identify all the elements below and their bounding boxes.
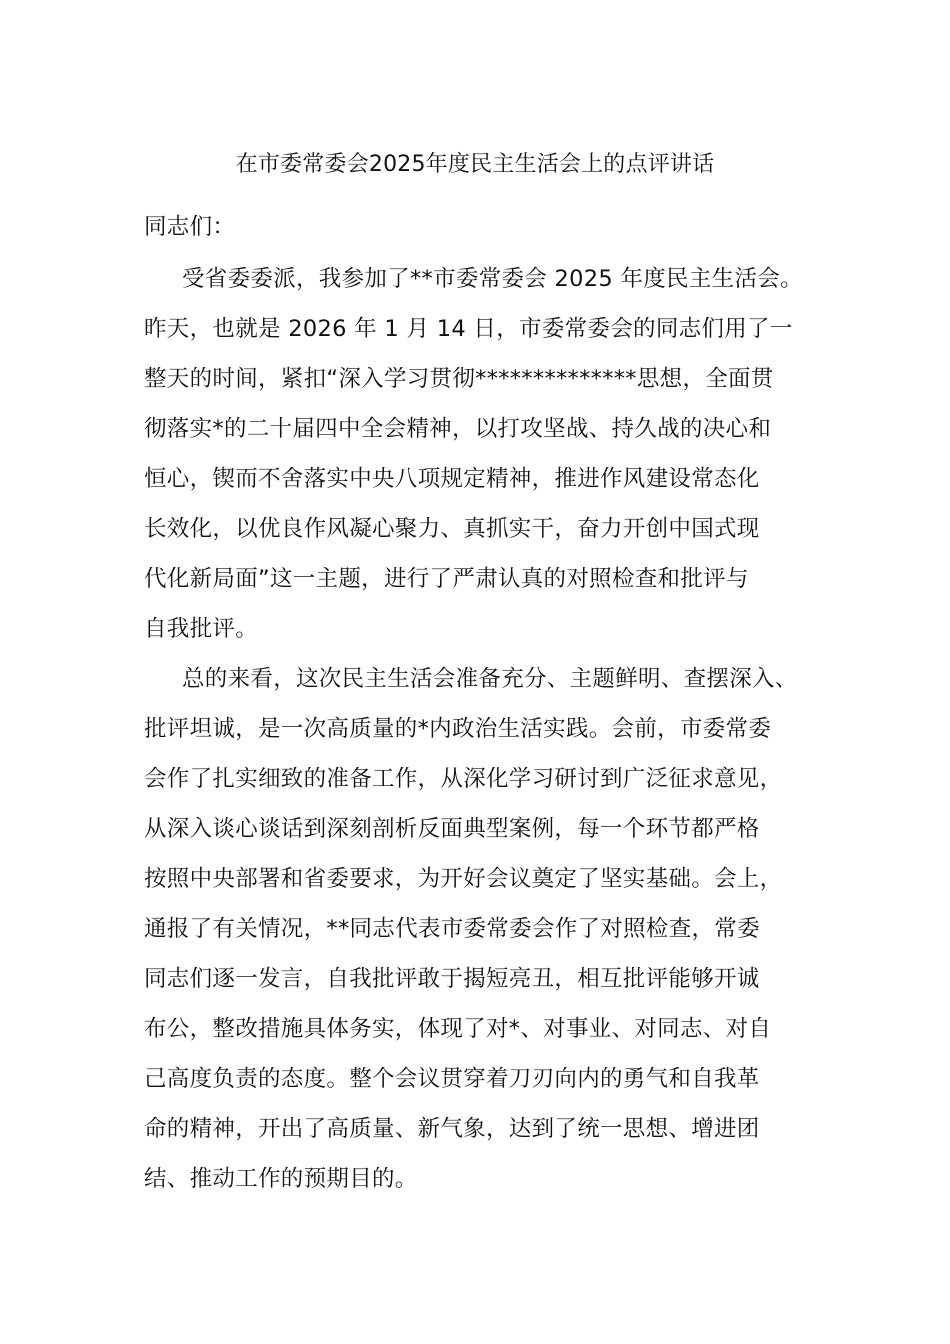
paragraph-2-line-7: 同志们逐一发言，自我批评敢于揭短亮丑，相互批评能够开诚 <box>144 966 760 992</box>
paragraph-2-line-4: 从深入谈心谈话到深刻剖析反面典型案例，每一个环节都严格 <box>144 816 760 842</box>
document-title: 在市委常委会2025年度民主生活会上的点评讲话 <box>235 152 715 177</box>
paragraph-2-line-1: 总的来看，这次民主生活会准备充分、主题鲜明、查摆深入、 <box>182 666 798 692</box>
paragraph-1-line-8: 自我批评。 <box>144 616 259 642</box>
paragraph-1-line-1: 受省委委派，我参加了**市委常委会 2025 年度民主生活会。 <box>182 266 803 292</box>
paragraph-2-line-8: 布公，整改措施具体务实，体现了对*、对事业、对同志、对自 <box>144 1016 772 1042</box>
salutation: 同志们： <box>144 214 236 240</box>
paragraph-2-line-11: 结、推动工作的预期目的。 <box>144 1166 418 1192</box>
paragraph-2-line-6: 通报了有关情况，**同志代表市委常委会作了对照检查，常委 <box>144 916 760 942</box>
paragraph-1-line-5: 恒心，锲而不舍落实中央八项规定精神，推进作风建设常态化 <box>144 466 760 492</box>
paragraph-2-line-9: 己高度负责的态度。整个会议贯穿着刀刃向内的勇气和自我革 <box>144 1066 760 1092</box>
paragraph-1-line-7: 代化新局面”这一主题，进行了严肃认真的对照检查和批评与 <box>144 566 749 592</box>
paragraph-1-line-2: 昨天，也就是 2026 年 1 月 14 日，市委常委会的同志们用了一 <box>144 316 793 342</box>
paragraph-2-line-3: 会作了扎实细致的准备工作，从深化学习研讨到广泛征求意见， <box>144 766 783 792</box>
paragraph-1-line-4: 彻落实*的二十届四中全会精神，以打攻坚战、持久战的决心和 <box>144 416 772 442</box>
paragraph-2-line-2: 批评坦诚，是一次高质量的*内政治生活实践。会前，市委常委 <box>144 716 772 742</box>
paragraph-2-line-5: 按照中央部署和省委要求，为开好会议奠定了坚实基础。会上， <box>144 866 783 892</box>
paragraph-1-line-6: 长效化，以优良作风凝心聚力、真抓实干，奋力开创中国式现 <box>144 516 760 542</box>
paragraph-1-line-3: 整天的时间，紧扣“深入学习贯彻**************思想，全面贯 <box>144 366 774 392</box>
paragraph-2-line-10: 命的精神，开出了高质量、新气象，达到了统一思想、增进团 <box>144 1116 760 1142</box>
